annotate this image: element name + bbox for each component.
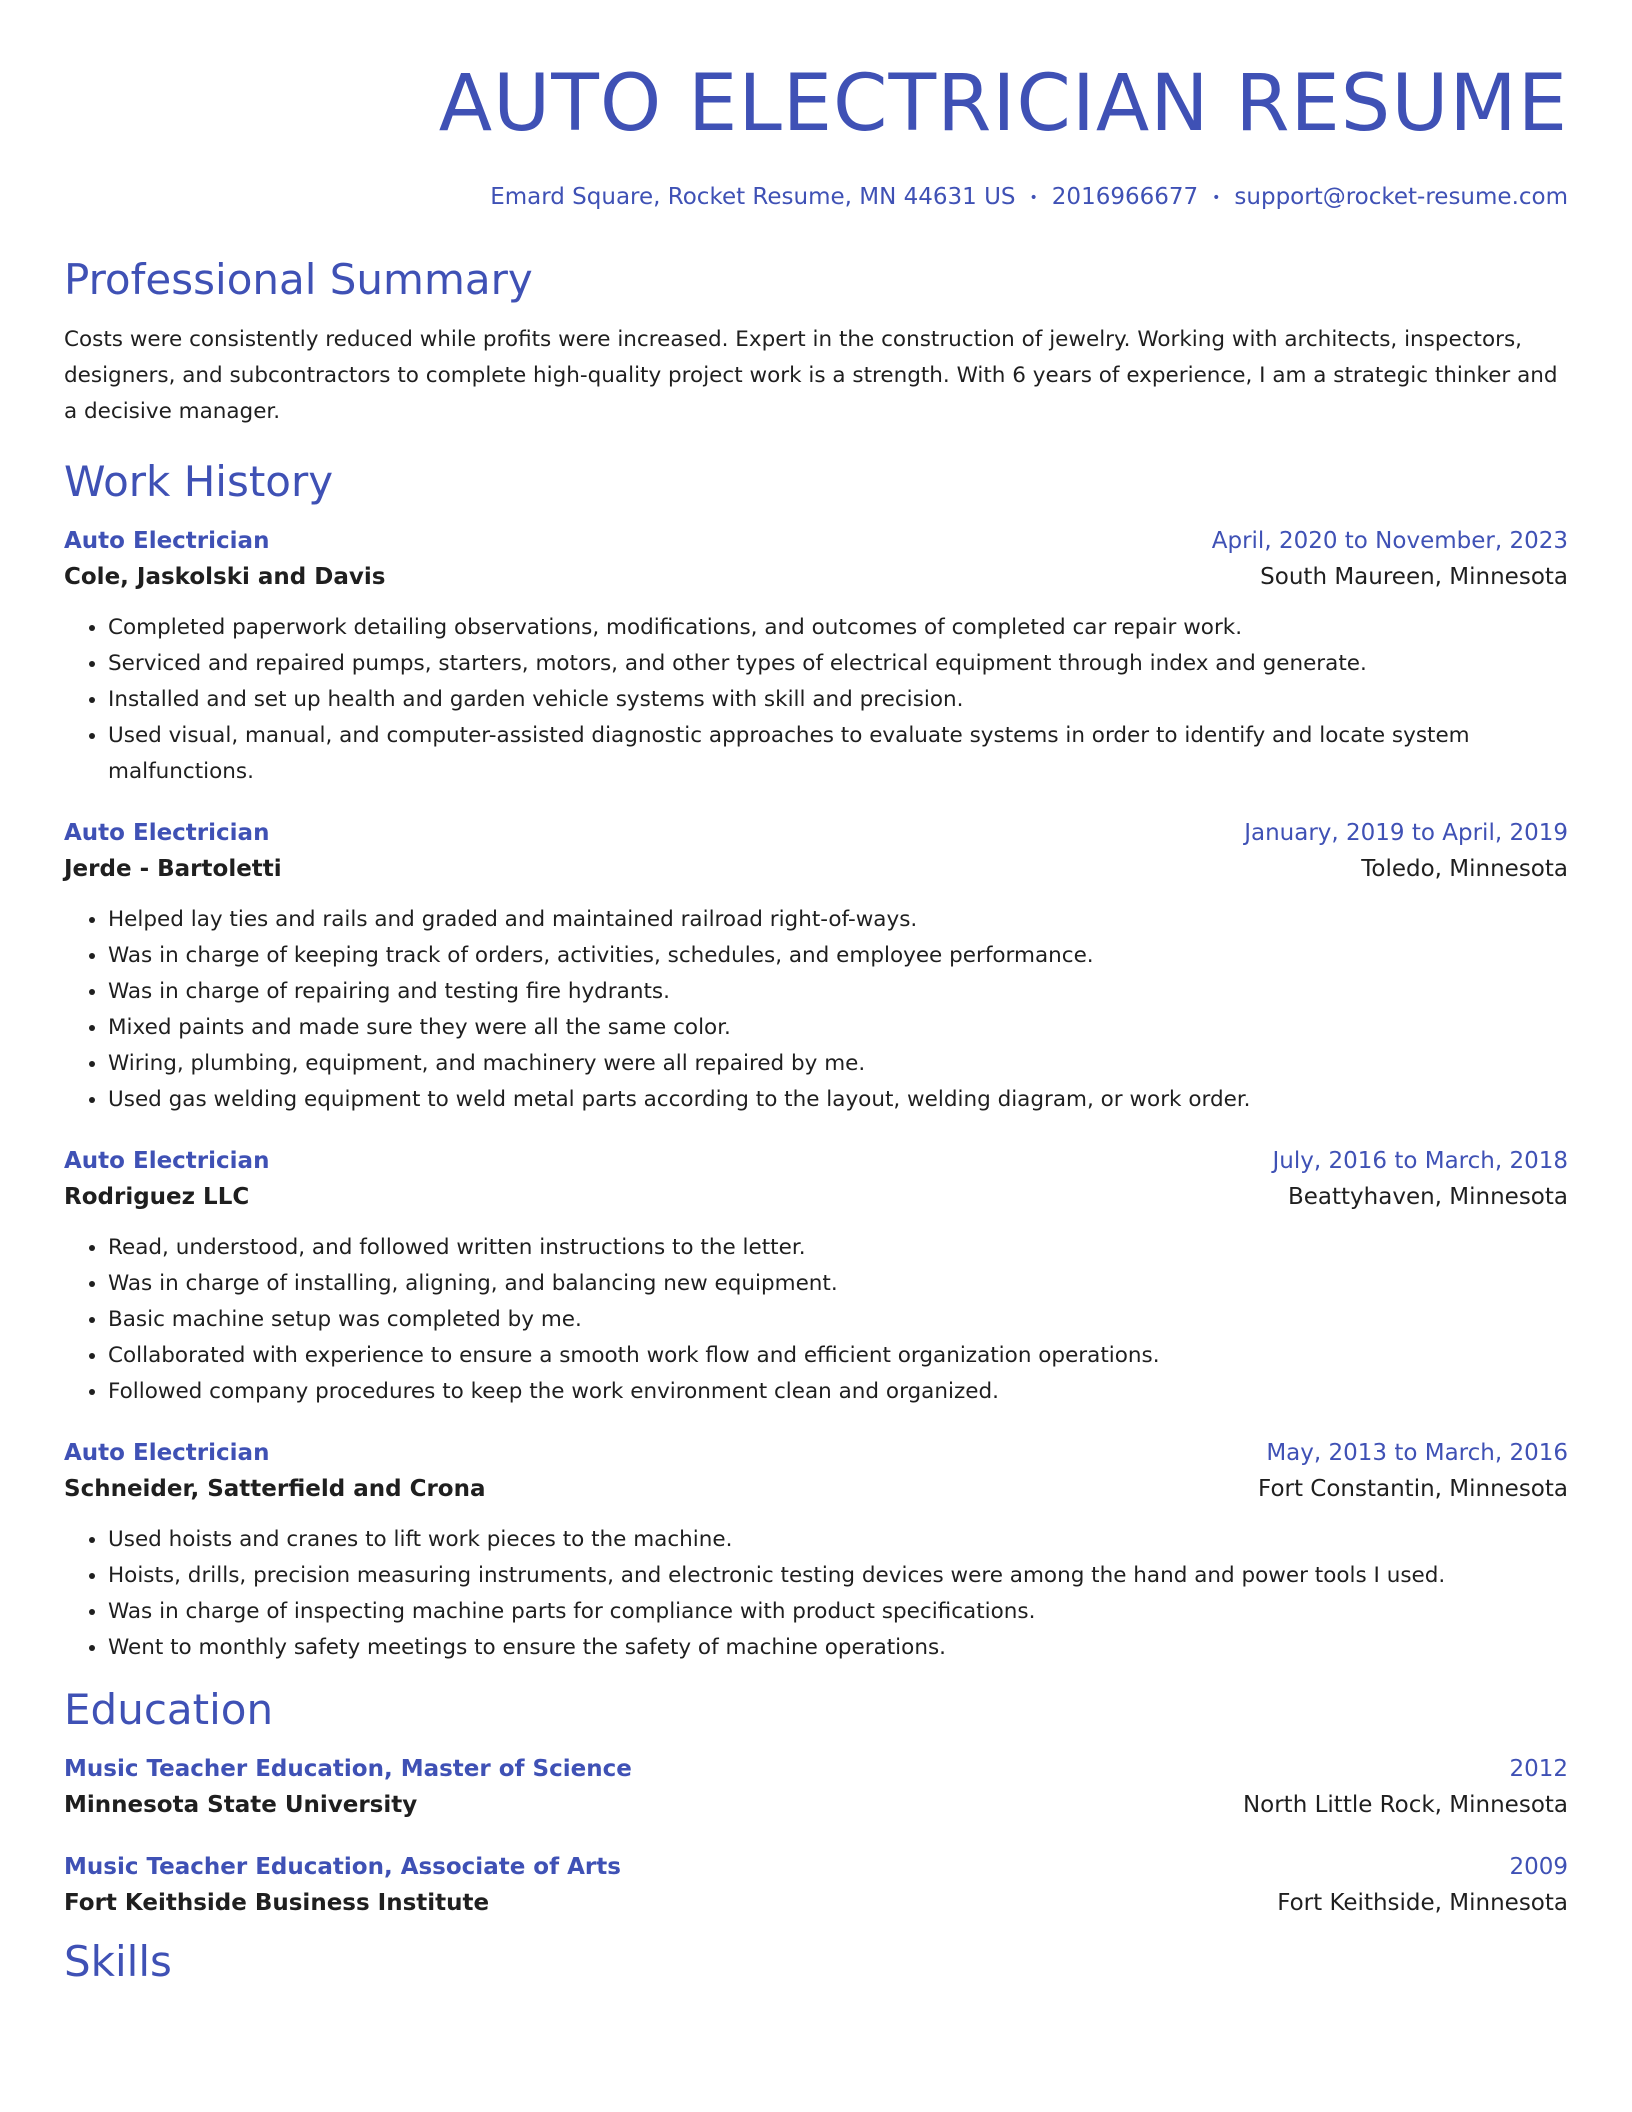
resume-header [64,0,1568,213]
education-school-row [64,1884,1568,1922]
job-dates: July, 2016 to March, 2018 [1272,1147,1568,1174]
job-company: Jerde - Bartoletti [64,855,282,882]
job-bullets [64,1522,1568,1666]
job-bullet: • Was in charge of inspecting machine parts for compliance with product specifications. [108,1594,1568,1630]
education-degree: Music Teacher Education, Master of Science [64,1755,632,1782]
resume-title: AUTO ELECTRICIAN RESUME [438,59,1568,149]
job-location: Toledo, Minnesota [1361,855,1568,882]
job-bullet: • Was in charge of keeping track of orders, activities, schedules, and employee performance. [108,938,1568,974]
job-bullet: • Read, understood, and followed written instructions to the letter. [108,1230,1568,1266]
education-entry [64,1850,1568,1922]
contact-phone: 2016966677 [1051,184,1199,210]
education-entry [64,1752,1568,1824]
job-company: Schneider, Satterfield and Crona [64,1475,486,1502]
job-location: Fort Constantin, Minnesota [1258,1475,1568,1502]
job-bullet: • Used visual, manual, and computer-assisted diagnostic approaches to evaluate systems in order to identify and locate system malfunctions. [108,718,1568,790]
job-bullet: • Followed company procedures to keep the work environment clean and organized. [108,1374,1568,1410]
summary-heading: Professional Summary [64,254,533,304]
job-bullet: • Completed paperwork detailing observations, modifications, and outcomes of completed car repair work. [108,610,1568,646]
skills-section [64,1936,1568,1988]
job-bullets [64,610,1568,790]
job-bullet: • Collaborated with experience to ensure a smooth work flow and efficient organization operations. [108,1338,1568,1374]
education-header-row [64,1850,1568,1884]
education-year: 2012 [1509,1755,1568,1782]
job-company-row [64,1470,1568,1508]
job-bullet: • Used gas welding equipment to weld metal parts according to the layout, welding diagram, or work order. [108,1082,1568,1118]
education-location: North Little Rock, Minnesota [1242,1791,1568,1818]
job-entry [64,1144,1568,1410]
contact-line [64,182,1568,213]
job-bullet: • Helped lay ties and rails and graded and maintained railroad right-of-ways. [108,902,1568,938]
job-bullet: • Hoists, drills, precision measuring instruments, and electronic testing devices were among the hand and power tools I used. [108,1558,1568,1594]
entry-gap [64,1410,1568,1436]
education-heading: Education [64,1684,274,1734]
contact-separator: • [1029,189,1038,206]
job-location: South Maureen, Minnesota [1260,563,1568,590]
job-header-row [64,816,1568,850]
job-dates: April, 2020 to November, 2023 [1211,527,1568,554]
work-history-section [64,456,1568,1666]
job-role: Auto Electrician [64,527,270,554]
education-degree: Music Teacher Education, Associate of Arts [64,1853,621,1880]
job-role: Auto Electrician [64,819,270,846]
job-bullet: • Installed and set up health and garden vehicle systems with skill and precision. [108,682,1568,718]
education-year: 2009 [1509,1853,1568,1880]
job-bullet: • Mixed paints and made sure they were all the same color. [108,1010,1568,1046]
job-dates: May, 2013 to March, 2016 [1266,1439,1568,1466]
education-header-row [64,1752,1568,1786]
job-bullet: • Used hoists and cranes to lift work pieces to the machine. [108,1522,1568,1558]
education-school: Fort Keithside Business Institute [64,1889,490,1916]
job-company-row [64,558,1568,596]
work-history-heading: Work History [64,456,334,506]
job-role: Auto Electrician [64,1147,270,1174]
education-location: Fort Keithside, Minnesota [1277,1889,1568,1916]
education-section [64,1684,1568,1922]
job-entry [64,1436,1568,1666]
job-company: Rodriguez LLC [64,1183,250,1210]
job-company-row [64,850,1568,888]
summary-section [64,254,1568,430]
job-dates: January, 2019 to April, 2019 [1244,819,1568,846]
education-school: Minnesota State University [64,1791,418,1818]
job-bullet: • Wiring, plumbing, equipment, and machinery were all repaired by me. [108,1046,1568,1082]
job-location: Beattyhaven, Minnesota [1287,1183,1568,1210]
job-entry [64,524,1568,790]
job-role: Auto Electrician [64,1439,270,1466]
summary-text: Costs were consistently reduced while profits were increased. Expert in the construction of jewelry. Working with architects, inspectors, designers, and subcontractors to complete high-quality project work is a strength. With 6 years of experience, I am a strategic thinker and a decisive manager. [64,326,1558,424]
job-company: Cole, Jaskolski and Davis [64,563,386,590]
contact-email[interactable]: support@rocket-resume.com [1234,184,1568,210]
job-bullet: • Went to monthly safety meetings to ensure the safety of machine operations. [108,1630,1568,1666]
resume-page [64,0,1568,1988]
skills-heading: Skills [64,1936,172,1986]
job-bullet: • Was in charge of repairing and testing fire hydrants. [108,974,1568,1010]
contact-separator: • [1212,189,1221,206]
job-header-row [64,1436,1568,1470]
job-bullets [64,1230,1568,1410]
job-header-row [64,1144,1568,1178]
contact-address: Emard Square, Rocket Resume, MN 44631 US [490,184,1016,210]
entry-gap [64,790,1568,816]
job-bullet: • Basic machine setup was completed by me. [108,1302,1568,1338]
job-header-row [64,524,1568,558]
education-school-row [64,1786,1568,1824]
job-bullet: • Serviced and repaired pumps, starters, motors, and other types of electrical equipment through index and generate. [108,646,1568,682]
job-bullets [64,902,1568,1118]
job-company-row [64,1178,1568,1216]
entry-gap [64,1118,1568,1144]
job-entry [64,816,1568,1118]
job-bullet: • Was in charge of installing, aligning, and balancing new equipment. [108,1266,1568,1302]
